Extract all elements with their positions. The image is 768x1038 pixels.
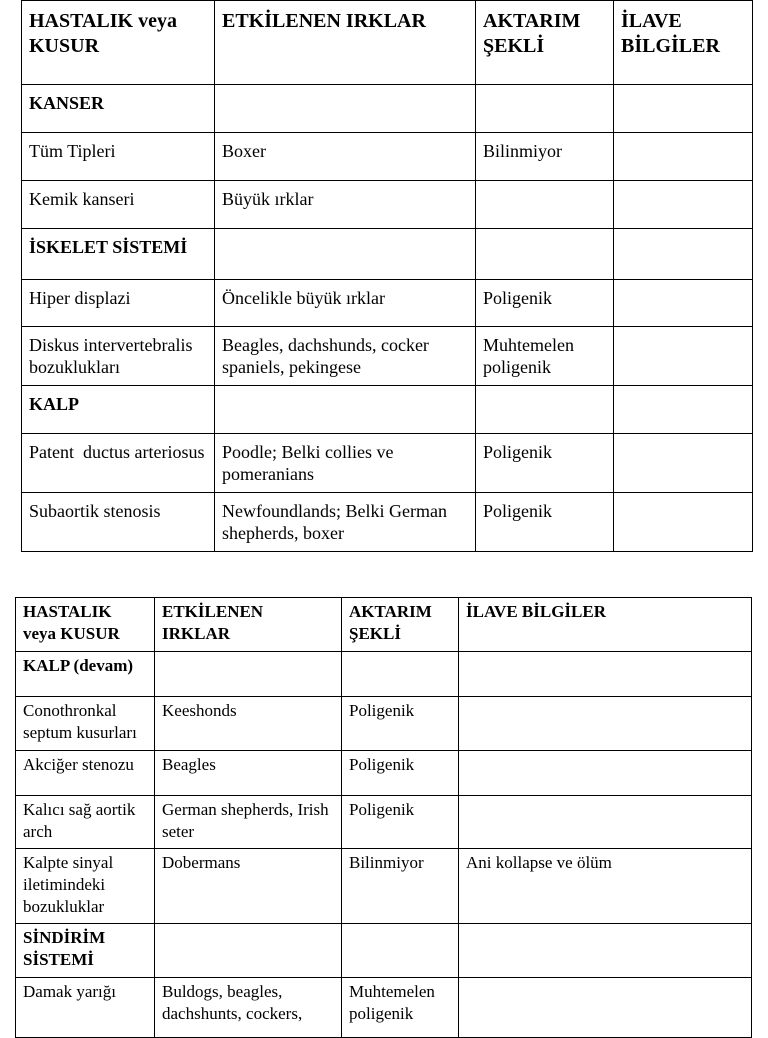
cell-info bbox=[459, 924, 752, 978]
cell-transmission: Poligenik bbox=[476, 280, 614, 327]
cell-breeds: Beagles bbox=[155, 751, 342, 796]
cell-disease: Kalpte sinyal iletimindeki bozukluklar bbox=[16, 849, 155, 924]
table-row bbox=[16, 796, 752, 849]
cell-breeds: Newfoundlands; Belki German shepherds, boxer bbox=[215, 493, 476, 552]
cell-info bbox=[614, 327, 753, 386]
cell-disease: Subaortik stenosis bbox=[22, 493, 215, 552]
header-affected-breeds: ETKİLENEN IRKLAR bbox=[155, 598, 342, 652]
cell-breeds: Buldogs, beagles, dachshunts, cockers, bbox=[155, 978, 342, 1038]
table-row bbox=[22, 434, 753, 493]
cell-transmission bbox=[476, 85, 614, 133]
section-row bbox=[16, 652, 752, 697]
section-row bbox=[16, 924, 752, 978]
cell-transmission: Poligenik bbox=[476, 493, 614, 552]
cell-breeds bbox=[155, 652, 342, 697]
cell-info bbox=[614, 229, 753, 280]
cell-info bbox=[614, 493, 753, 552]
table-row bbox=[22, 181, 753, 229]
header-transmission: AKTARIM ŞEKLİ bbox=[476, 1, 614, 85]
cell-breeds: Öncelikle büyük ırklar bbox=[215, 280, 476, 327]
table-row bbox=[22, 493, 753, 552]
cell-info bbox=[614, 434, 753, 493]
cell-breeds: German shepherds, Irish seter bbox=[155, 796, 342, 849]
cell-disease: Kalıcı sağ aortik arch bbox=[16, 796, 155, 849]
table-row bbox=[22, 280, 753, 327]
cell-transmission bbox=[476, 386, 614, 434]
table-row bbox=[16, 751, 752, 796]
section-row bbox=[22, 85, 753, 133]
cell-disease: Kemik kanseri bbox=[22, 181, 215, 229]
cell-breeds: Büyük ırklar bbox=[215, 181, 476, 229]
cell-disease: Diskus intervertebralis bozuklukları bbox=[22, 327, 215, 386]
section-title: KALP (devam) bbox=[16, 652, 155, 697]
cell-info: Ani kollapse ve ölüm bbox=[459, 849, 752, 924]
section-title: SİNDİRİM SİSTEMİ bbox=[16, 924, 155, 978]
header-transmission: AKTARIM ŞEKLİ bbox=[342, 598, 459, 652]
cell-transmission: Poligenik bbox=[342, 751, 459, 796]
section-title: KALP bbox=[22, 386, 215, 434]
cell-breeds: Poodle; Belki collies ve pomeranians bbox=[215, 434, 476, 493]
cell-info bbox=[614, 280, 753, 327]
cell-transmission: Muhtemelen poligenik bbox=[476, 327, 614, 386]
section-row bbox=[22, 386, 753, 434]
cell-breeds bbox=[155, 924, 342, 978]
cell-info bbox=[459, 978, 752, 1038]
cell-transmission: Poligenik bbox=[476, 434, 614, 493]
hereditary-disease-table-1 bbox=[21, 0, 753, 552]
cell-transmission: Poligenik bbox=[342, 796, 459, 849]
cell-disease: Hiper displazi bbox=[22, 280, 215, 327]
cell-info bbox=[614, 386, 753, 434]
header-disease: HASTALIK veya KUSUR bbox=[22, 1, 215, 85]
hereditary-disease-table-2 bbox=[15, 597, 752, 1038]
cell-info bbox=[614, 85, 753, 133]
cell-info bbox=[459, 796, 752, 849]
table-row bbox=[16, 849, 752, 924]
cell-breeds bbox=[215, 85, 476, 133]
cell-transmission: Muhtemelen poligenik bbox=[342, 978, 459, 1038]
cell-info bbox=[459, 652, 752, 697]
table-row bbox=[16, 978, 752, 1038]
cell-transmission bbox=[476, 229, 614, 280]
table-header-row bbox=[16, 598, 752, 652]
cell-breeds: Beagles, dachshunds, cocker spaniels, pekingese bbox=[215, 327, 476, 386]
cell-info bbox=[614, 181, 753, 229]
cell-disease: Tüm Tipleri bbox=[22, 133, 215, 181]
cell-breeds: Keeshonds bbox=[155, 697, 342, 751]
section-row bbox=[22, 229, 753, 280]
header-additional-info: İLAVE BİLGİLER bbox=[459, 598, 752, 652]
header-disease: HASTALIK veya KUSUR bbox=[16, 598, 155, 652]
cell-breeds bbox=[215, 386, 476, 434]
cell-disease: Damak yarığı bbox=[16, 978, 155, 1038]
cell-transmission: Poligenik bbox=[342, 697, 459, 751]
header-affected-breeds: ETKİLENEN IRKLAR bbox=[215, 1, 476, 85]
header-additional-info: İLAVE BİLGİLER bbox=[614, 1, 753, 85]
table-row bbox=[16, 697, 752, 751]
cell-disease: Patent ductus arteriosus bbox=[22, 434, 215, 493]
cell-transmission: Bilinmiyor bbox=[476, 133, 614, 181]
cell-transmission: Bilinmiyor bbox=[342, 849, 459, 924]
section-title: KANSER bbox=[22, 85, 215, 133]
table-row bbox=[22, 133, 753, 181]
cell-disease: Conothronkal septum kusurları bbox=[16, 697, 155, 751]
cell-breeds: Dobermans bbox=[155, 849, 342, 924]
section-title: İSKELET SİSTEMİ bbox=[22, 229, 215, 280]
table-row bbox=[22, 327, 753, 386]
cell-transmission bbox=[342, 924, 459, 978]
table-header-row bbox=[22, 1, 753, 85]
cell-breeds bbox=[215, 229, 476, 280]
cell-transmission bbox=[476, 181, 614, 229]
cell-transmission bbox=[342, 652, 459, 697]
cell-info bbox=[614, 133, 753, 181]
cell-info bbox=[459, 751, 752, 796]
cell-info bbox=[459, 697, 752, 751]
cell-breeds: Boxer bbox=[215, 133, 476, 181]
cell-disease: Akciğer stenozu bbox=[16, 751, 155, 796]
